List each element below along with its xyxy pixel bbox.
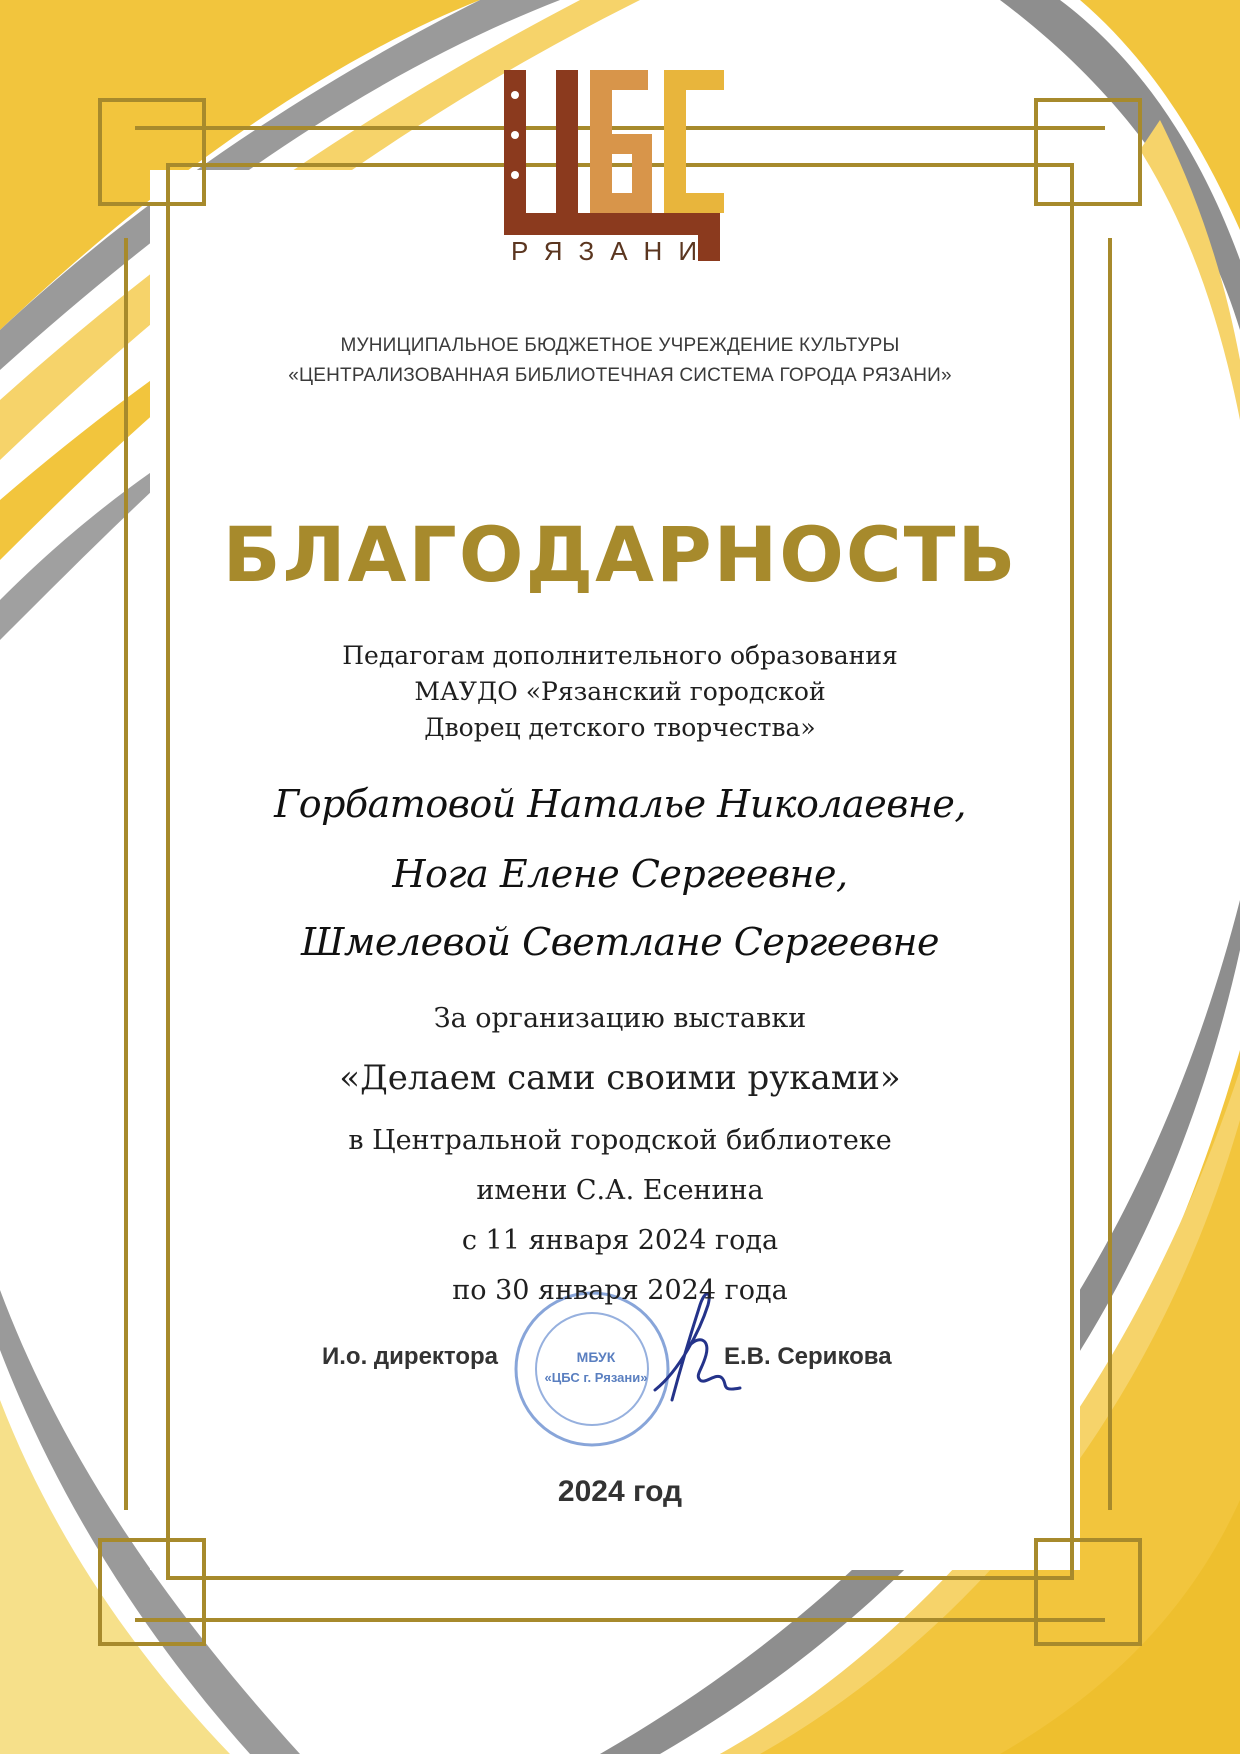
reason-text: За организацию выставки bbox=[433, 1003, 807, 1034]
recipient-name-2: Нога Елене Сергеевне, bbox=[392, 852, 848, 896]
exhibition-title: «Делаем сами своими руками» bbox=[339, 1058, 901, 1098]
signature-name: Е.В. Серикова bbox=[724, 1343, 892, 1370]
recipient-role-line3: Дворец детского творчества» bbox=[424, 713, 816, 742]
detail-line-4: по 30 января 2024 года bbox=[452, 1275, 788, 1306]
signature-position: И.о. директора bbox=[322, 1343, 499, 1370]
certificate-year: 2024 год bbox=[557, 1475, 683, 1508]
recipient-role-line2: МАУДО «Рязанский городской bbox=[414, 677, 826, 706]
stamp-line2: «ЦБС г. Рязани» bbox=[544, 1370, 648, 1385]
organization-line1: МУНИЦИПАЛЬНОЕ БЮДЖЕТНОЕ УЧРЕЖДЕНИЕ КУЛЬТУРЫ bbox=[340, 335, 900, 356]
detail-line-2: имени С.А. Есенина bbox=[476, 1175, 764, 1206]
detail-line-1: в Центральной городской библиотеке bbox=[348, 1125, 892, 1156]
recipient-name-1: Горбатовой Наталье Николаевне, bbox=[274, 782, 966, 826]
organization-line2: «ЦЕНТРАЛИЗОВАННАЯ БИБЛИОТЕЧНАЯ СИСТЕМА ГОРОДА РЯЗАНИ» bbox=[288, 365, 952, 386]
stamp-line1: МБУК bbox=[576, 1349, 616, 1365]
recipient-role-line1: Педагогам дополнительного образования bbox=[342, 641, 898, 670]
logo-subtitle: РЯЗАНИ bbox=[510, 236, 714, 266]
certificate-title: БЛАГОДАРНОСТЬ bbox=[222, 510, 1018, 599]
recipient-name-3: Шмелевой Светлане Сергеевне bbox=[301, 920, 939, 964]
detail-line-3: с 11 января 2024 года bbox=[461, 1225, 779, 1256]
